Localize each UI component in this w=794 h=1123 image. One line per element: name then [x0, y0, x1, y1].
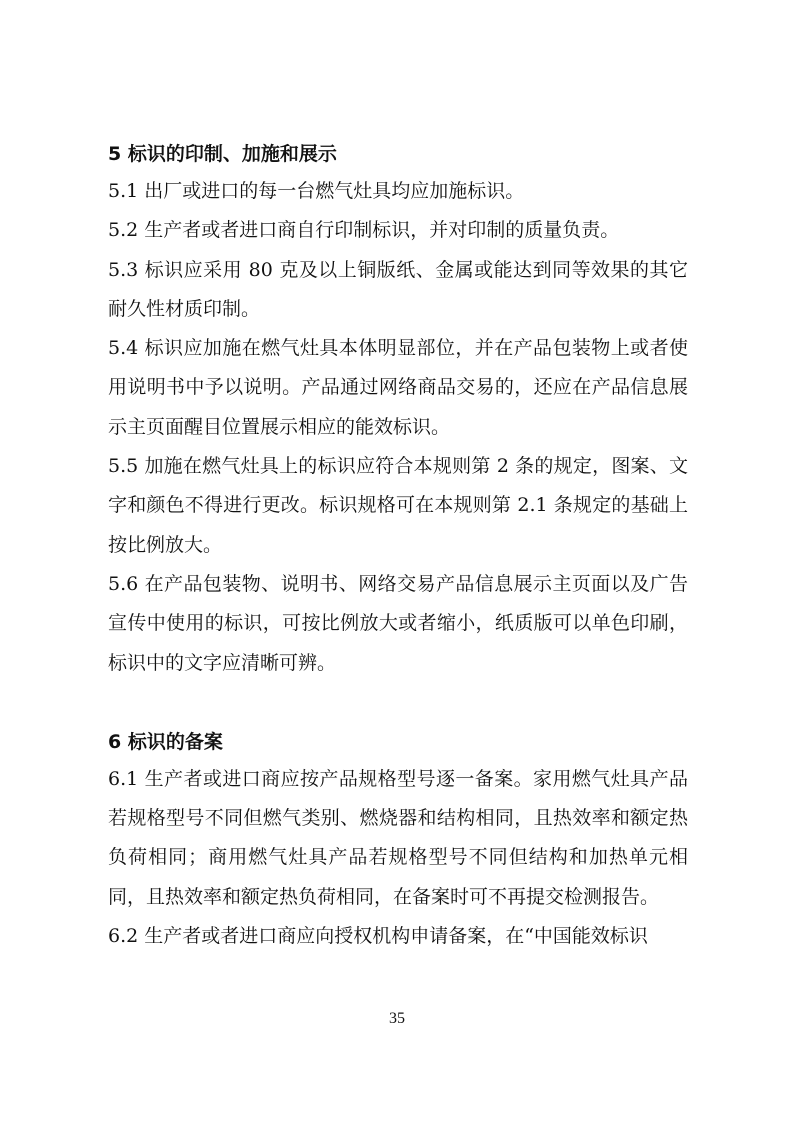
clause-text: 生产者或进口商应按产品规格型号逐一备案。家用燃气灶具产品若规格型号不同但燃气类别、燃烧器和结构相同，且热效率和额定热负荷相同；商用燃气灶具产品若规格型号不同但结构和加热单元相同，且热效率和额定热负荷相同，在备案时可不再提交检测报告。: [108, 767, 688, 908]
clause-number: 5.6: [108, 572, 139, 595]
clause-number: 5.4: [108, 337, 139, 360]
clause-text: 生产者或者进口商应向授权机构申请备案，在“中国能效标识: [144, 925, 648, 948]
clause-5-1: [108, 172, 688, 211]
clause-number: 5.2: [108, 219, 139, 242]
document-body: [108, 137, 688, 956]
clause-5-4: [108, 329, 688, 447]
clause-text: 标识应加施在燃气灶具本体明显部位，并在产品包装物上或者使用说明书中予以说明。产品通过网络商品交易的，还应在产品信息展示主页面醒目位置展示相应的能效标识。: [108, 337, 688, 438]
clause-5-3: [108, 251, 688, 330]
clause-5-5: [108, 447, 688, 565]
page-number: 35: [389, 1010, 405, 1027]
clause-6-2: [108, 917, 688, 956]
clause-number: 5.1: [108, 180, 139, 202]
clause-5-2: [108, 211, 688, 250]
clause-number: 6.1: [108, 767, 139, 790]
clause-number: 5.5: [108, 455, 139, 478]
section-heading-5: 5 标识的印制、加施和展示: [108, 143, 337, 165]
clause-text: 出厂或进口的每一台燃气灶具均应加施标识。: [144, 180, 525, 202]
section-spacer: [108, 683, 688, 725]
clause-text: 标识应采用 80 克及以上铜版纸、金属或能达到同等效果的其它耐久性材质印制。: [108, 258, 688, 320]
clause-text: 生产者或者进口商自行印制标识，并对印制的质量负责。: [144, 219, 620, 242]
section-heading-6: 6 标识的备案: [108, 730, 223, 753]
clause-text: 在产品包装物、说明书、网络交易产品信息展示主页面以及广告宣传中使用的标识，可按比例放大或者缩小，纸质版可以单色印刷，标识中的文字应清晰可辨。: [108, 572, 688, 674]
clause-text: 加施在燃气灶具上的标识应符合本规则第 2 条的规定，图案、文字和颜色不得进行更改。标识规格可在本规则第 2.1 条规定的基础上按比例放大。: [108, 455, 688, 556]
clause-5-6: [108, 565, 688, 683]
clause-6-1: [108, 760, 688, 917]
clause-number: 5.3: [108, 258, 139, 281]
clause-number: 6.2: [108, 925, 139, 948]
